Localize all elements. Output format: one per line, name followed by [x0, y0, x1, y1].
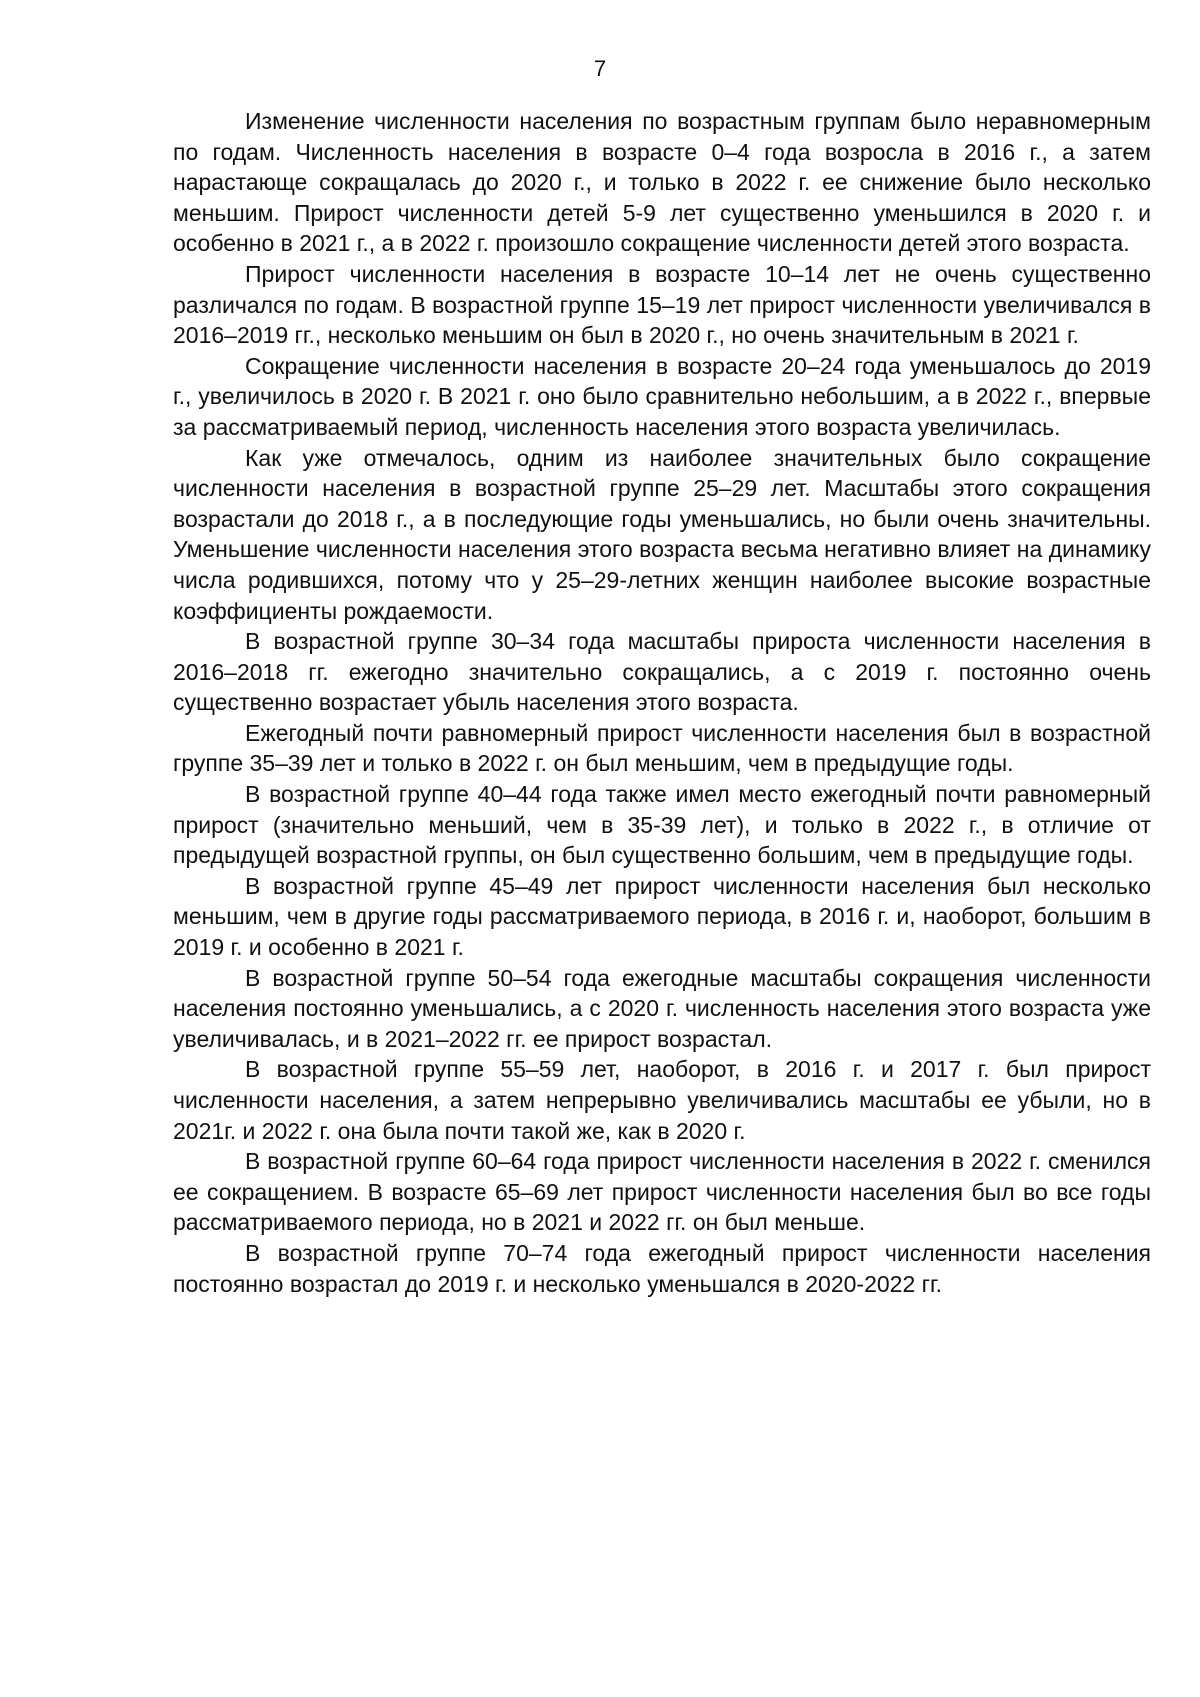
paragraph-12: В возрастной группе 70–74 года ежегодный прирост численности населения постоянно возрастал до 2019 г. и несколько уменьшался в 2020-2022 гг. [173, 1239, 1151, 1297]
paragraph-3: Сокращение численности населения в возрасте 20–24 года уменьшалось до 2019 г., увеличилось в 2020 г. В 2021 г. оно было сравнительно небольшим, а в 2022 г., впервые за рассматриваемый период, численность населения этого возраста увеличилась. [173, 352, 1151, 440]
paragraph-10: В возрастной группе 55–59 лет, наоборот, в 2016 г. и 2017 г. был прирост численности населения, а затем непрерывно увеличивались масштабы ее убыли, но в 2021г. и 2022 г. она была почти такой же, как в 2020 г. [173, 1056, 1151, 1144]
paragraph-7: В возрастной группе 40–44 года также имел место ежегодный почти равномерный прирост (значительно меньший, чем в 35-39 лет), и только в 2022 г., в отличие от предыдущей возрастной группы, он был существенно большим, чем в предыдущие годы. [173, 781, 1151, 869]
paragraph-1: Изменение численности населения по возрастным группам было неравномерным по годам. Численность населения в возрасте 0–4 года возросла в 2016 г., а затем нарастающе сокращалась до 2020 г., и только в 2022 г. ее снижение было несколько меньшим. Прирост численности детей 5-9 лет существенно уменьшился в 2020 г. и особенно в 2021 г., а в 2022 г. произошло сокращение численности детей этого возраста. [173, 108, 1151, 257]
paragraph-9: В возрастной группе 50–54 года ежегодные масштабы сокращения численности населения постоянно уменьшались, а с 2020 г. численность населения этого возраста уже увеличивалась, и в 2021–2022 гг. ее прирост возрастал. [173, 964, 1151, 1052]
document-body [173, 106, 1151, 1299]
paragraph-8: В возрастной группе 45–49 лет прирост численности населения был несколько меньшим, чем в другие годы рассматриваемого периода, в 2016 г. и, наоборот, большим в 2019 г. и особенно в 2021 г. [173, 872, 1151, 961]
paragraph-6: Ежегодный почти равномерный прирост численности населения был в возрастной группе 35–39 лет и только в 2022 г. он был меньшим, чем в предыдущие годы. [173, 719, 1151, 777]
paragraph-4: Как уже отмечалось, одним из наиболее значительных было сокращение численности населения в возрастной группе 25–29 лет. Масштабы этого сокращения возрастали до 2018 г., а в последующие годы уменьшались, но были очень значительны. Уменьшение численности населения этого возраста весьма негативно влияет на динамику числа родившихся, потому что у 25–29-летних женщин наиболее высокие возрастные коэффициенты рождаемости. [173, 444, 1151, 624]
paragraph-11: В возрастной группе 60–64 года прирост численности населения в 2022 г. сменился ее сокращением. В возрасте 65–69 лет прирост численности населения был во все годы рассматриваемого периода, но в 2021 и 2022 гг. он был меньше. [173, 1148, 1151, 1236]
paragraph-2: Прирост численности населения в возрасте 10–14 лет не очень существенно различался по годам. В возрастной группе 15–19 лет прирост численности увеличивался в 2016–2019 гг., несколько меньшим он был в 2020 г., но очень значительным в 2021 г. [173, 260, 1151, 349]
paragraph-5: В возрастной группе 30–34 года масштабы прироста численности населения в 2016–2018 гг. ежегодно значительно сокращались, а с 2019 г. постоянно очень существенно возрастает убыль населения этого возраста. [173, 628, 1151, 716]
page-number: 7 [593, 56, 607, 81]
